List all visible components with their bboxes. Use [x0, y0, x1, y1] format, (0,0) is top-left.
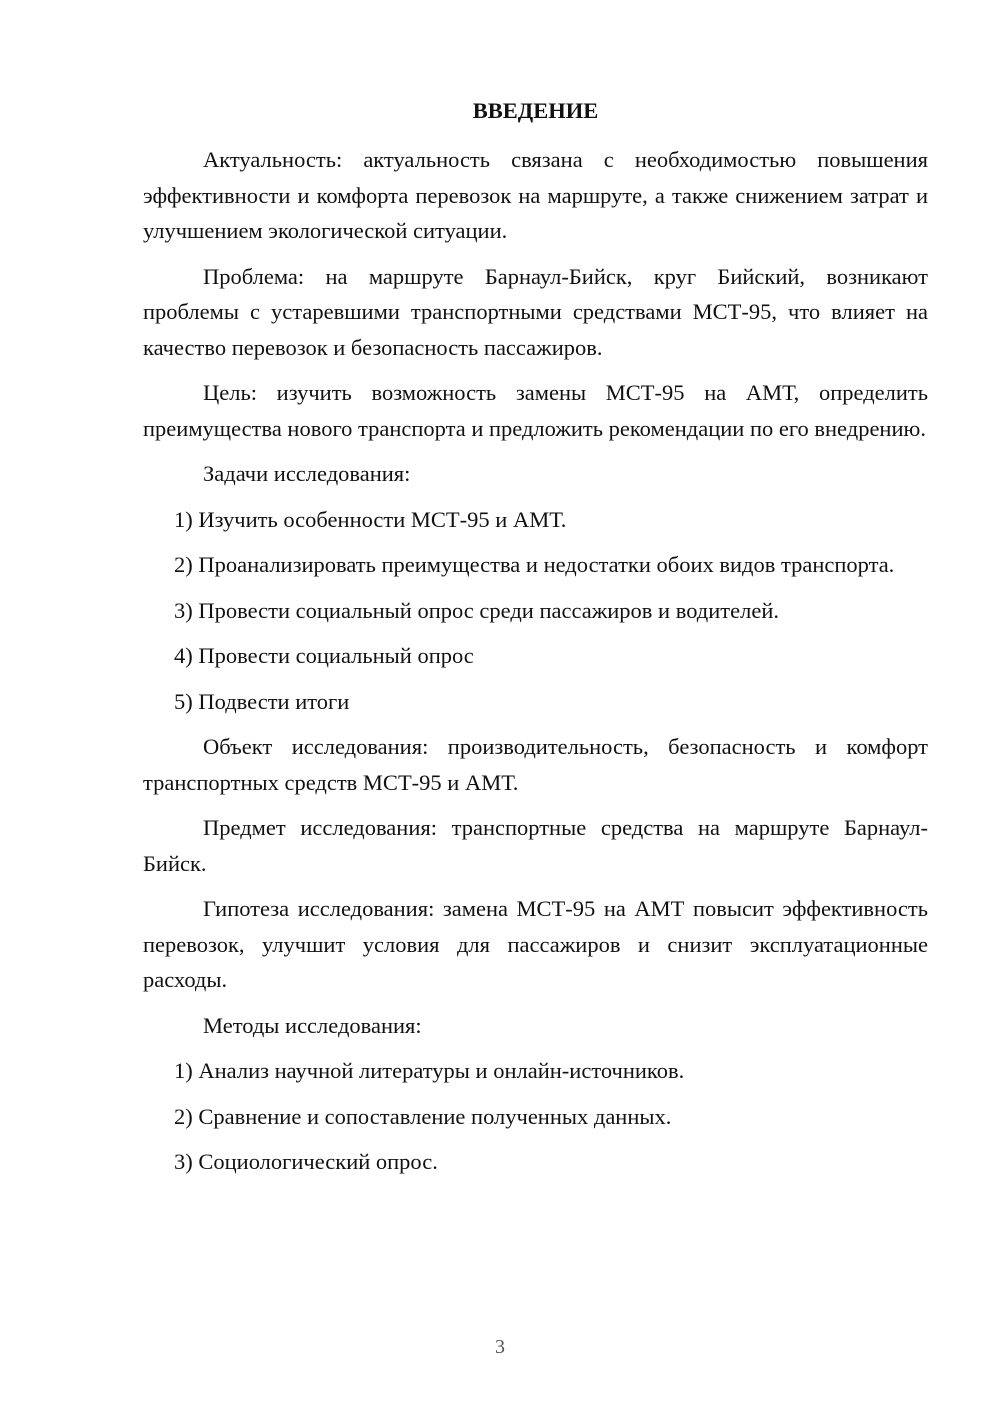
list-item-task-2: 2) Проанализировать преимущества и недостатки обоих видов транспорта.: [174, 552, 895, 577]
paragraph-problem: Проблема: на маршруте Барнаул-Бийск, круг Бийский, возникают проблемы с устаревшими транспортными средствами МСТ-95, что влияет на качество перевозок и безопасность пассажиров.: [143, 263, 928, 360]
paragraph-relevance: Актуальность: актуальность связана с необходимостью повышения эффективности и комфорта перевозок на маршруте, а также снижением затрат и улучшением экологической ситуации.: [143, 147, 928, 243]
list-item-method-1: 1) Анализ научной литературы и онлайн-источников.: [174, 1058, 685, 1083]
list-item-task-1: 1) Изучить особенности МСТ-95 и АМТ.: [174, 506, 567, 532]
paragraph-tasks-heading: Задачи исследования:: [203, 461, 411, 486]
paragraph-subject: Предмет исследования: транспортные средства на маршруте Барнаул-Бийск.: [143, 815, 928, 876]
section-title: ВВЕДЕНИЕ: [472, 98, 599, 123]
list-item-task-4: 4) Провести социальный опрос: [174, 643, 474, 668]
paragraph-methods-heading: Методы исследования:: [203, 1012, 422, 1038]
document-body: [143, 142, 928, 1190]
paragraph-hypothesis: Гипотеза исследования: замена МСТ-95 на АМТ повысит эффективность перевозок, улучшит условия для пассажиров и снизит эксплуатационные расходы.: [143, 896, 928, 992]
list-item-method-3: 3) Социологический опрос.: [174, 1149, 438, 1174]
list-item-method-2: 2) Сравнение и сопоставление полученных данных.: [174, 1103, 672, 1129]
paragraph-goal: Цель: изучить возможность замены МСТ-95 на АМТ, определить преимущества нового транспорта и предложить рекомендации по его внедрению.: [143, 380, 928, 441]
list-item-task-5: 5) Подвести итоги: [174, 688, 350, 714]
list-item-task-3: 3) Провести социальный опрос среди пассажиров и водителей.: [174, 597, 779, 623]
paragraph-object: Объект исследования: производительность, безопасность и комфорт транспортных средств МСТ-95 и АМТ.: [143, 734, 928, 795]
page-number: 3: [495, 1336, 505, 1358]
